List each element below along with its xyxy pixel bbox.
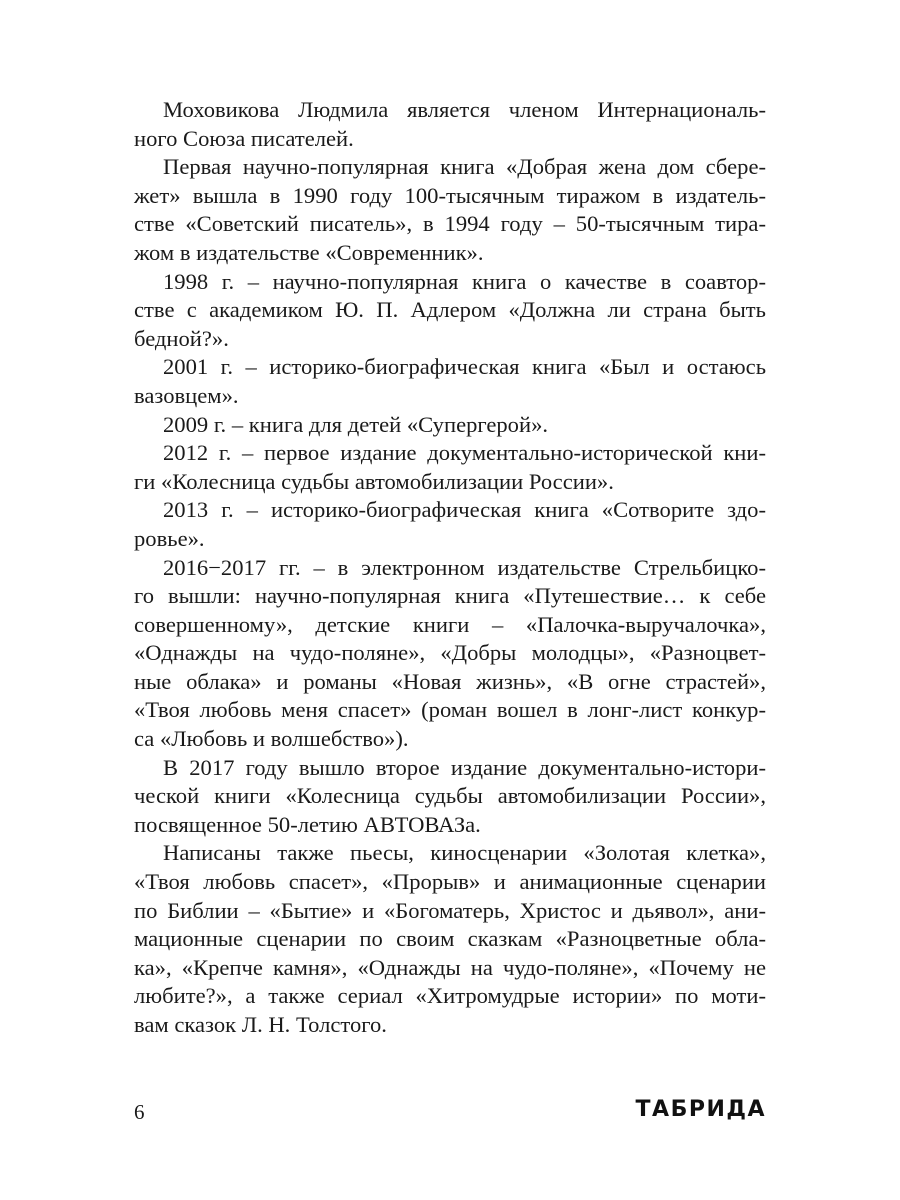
text-line: ровье». — [134, 525, 205, 551]
text-line: 2016−2017 гг. – в электронном издательстве Стрельбицко- — [163, 554, 766, 580]
paragraph — [134, 96, 766, 153]
text-line: стве с академиком Ю. П. Адлером «Должна ли страна быть — [134, 297, 766, 323]
paragraph — [134, 153, 766, 267]
text-line: 2009 г. – книга для детей «Супергерой». — [163, 411, 549, 437]
text-line: ка», «Крепче камня», «Однажды на чудо-поляне», «Почему не — [134, 954, 766, 980]
text-line: совершенному», детские книги – «Палочка-выручалочка», — [134, 611, 766, 637]
text-line: Написаны также пьесы, киносценарии «Золотая клетка», — [163, 840, 766, 866]
text-line: «Твоя любовь меня спасет» (роман вошел в лонг-лист конкур- — [134, 697, 766, 723]
text-line: «Твоя любовь спасет», «Прорыв» и анимационные сценарии — [134, 869, 766, 895]
body-text — [134, 96, 766, 1040]
text-line: «Однажды на чудо-поляне», «Добры молодцы», «Разноцвет- — [134, 640, 766, 666]
paragraph — [134, 411, 766, 440]
text-line: Моховикова Людмила является членом Интернациональ- — [163, 97, 766, 122]
text-line: посвященное 50-летию АВТОВАЗа. — [134, 811, 481, 837]
text-line: ного Союза писателей. — [134, 125, 354, 151]
page-number: 6 — [134, 1100, 145, 1124]
text-line: ные облака» и романы «Новая жизнь», «В огне страстей», — [134, 668, 766, 694]
text-line: ги «Колесница судьбы автомобилизации России». — [134, 468, 614, 494]
paragraph — [134, 496, 766, 553]
paragraph — [134, 839, 766, 1039]
text-line: любите?», а также сериал «Хитромудрые истории» по моти- — [134, 983, 766, 1009]
paragraph — [134, 353, 766, 410]
paragraph — [134, 754, 766, 840]
text-line: са «Любовь и волшебство»). — [134, 726, 409, 752]
text-line: 1998 г. – научно-популярная книга о качестве в соавтор- — [163, 268, 766, 294]
paragraph — [134, 554, 766, 754]
text-line: В 2017 году вышло второе издание документально-истори- — [163, 754, 766, 780]
text-line: по Библии – «Бытие» и «Богоматерь, Христос и дьявол», ани- — [134, 897, 766, 923]
text-line: 2012 г. – первое издание документально-исторической кни- — [163, 440, 766, 466]
text-line: Первая научно-популярная книга «Добрая жена дом сбере- — [163, 154, 766, 180]
paragraph — [134, 439, 766, 496]
paragraph — [134, 268, 766, 354]
text-line: бедной?». — [134, 325, 229, 351]
publisher-logo: ТАБРИДА — [635, 1097, 766, 1122]
text-line: вам сказок Л. Н. Толстого. — [134, 1012, 387, 1037]
text-line: мационные сценарии по своим сказкам «Разноцветные обла- — [134, 926, 766, 952]
text-line: ческой книги «Колесница судьбы автомобилизации России», — [134, 783, 766, 809]
text-line: стве «Советский писатель», в 1994 году – 50-тысячным тира- — [134, 211, 766, 237]
text-line: жет» вышла в 1990 году 100-тысячным тиражом в издатель- — [134, 182, 766, 208]
text-line: 2013 г. – историко-биографическая книга «Сотворите здо- — [163, 497, 766, 523]
text-line: го вышли: научно-популярная книга «Путешествие… к себе — [134, 583, 766, 609]
text-line: 2001 г. – историко-биографическая книга «Был и остаюсь — [163, 354, 766, 380]
text-line: жом в издательстве «Современник». — [134, 239, 484, 265]
text-line: вазовцем». — [134, 382, 239, 408]
